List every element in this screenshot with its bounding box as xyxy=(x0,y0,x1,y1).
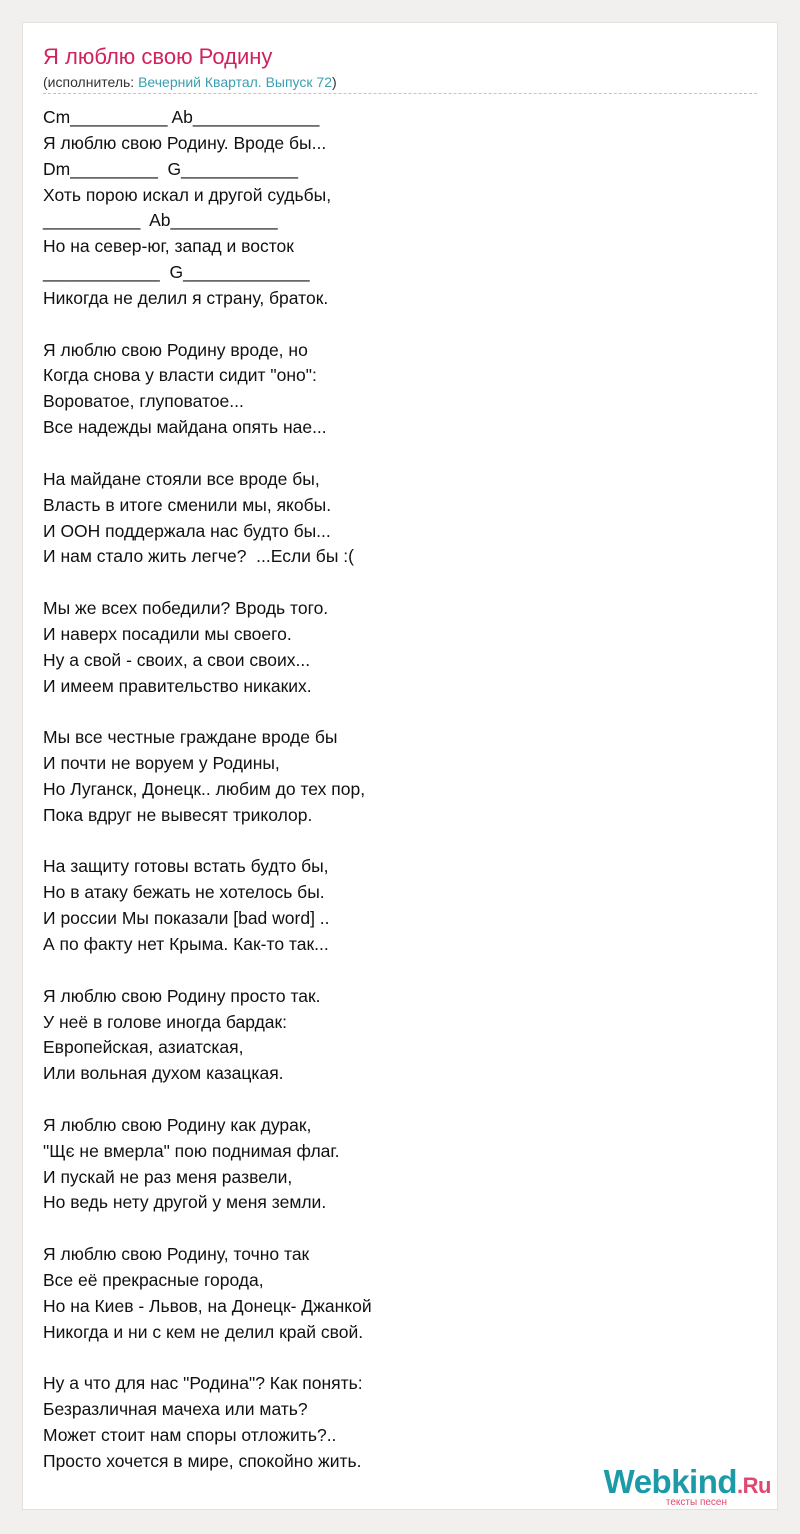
lyric-line: Dm_________ G____________ xyxy=(43,158,298,179)
lyric-line: Или вольная духом казацкая. xyxy=(43,1063,284,1084)
blank-line xyxy=(43,312,763,338)
lyric-line: И ООН поддержала нас будто бы... xyxy=(43,520,331,541)
lyric-line: На защиту готовы встать будто бы, xyxy=(43,856,329,877)
lyric-line: Все надежды майдана опять нае... xyxy=(43,417,327,438)
lyric-line: Все её прекрасные города, xyxy=(43,1269,264,1290)
lyric-line: И россии Мы показали [bad word] .. xyxy=(43,908,330,929)
lyric-line: Cm__________ Ab_____________ xyxy=(43,107,320,127)
lyric-line: Мы же всех победили? Вродь того. xyxy=(43,598,329,619)
blank-line xyxy=(43,1087,763,1113)
lyric-line: Я люблю свою Родину вроде, но xyxy=(43,339,308,360)
lyric-line: Никогда и ни с кем не делил край свой. xyxy=(43,1321,364,1342)
performer-prefix: (исполнитель: xyxy=(43,74,139,90)
lyric-line: На майдане стояли все вроде бы, xyxy=(43,468,320,489)
logo-tld: .Ru xyxy=(737,1473,771,1498)
lyric-line: Я люблю свою Родину, точно так xyxy=(43,1244,310,1265)
lyric-line: Безразличная мачеха или мать? xyxy=(43,1399,308,1420)
blank-line xyxy=(43,570,763,596)
blank-line xyxy=(43,829,763,855)
title-divider xyxy=(43,93,757,94)
lyric-line: Европейская, азиатская, xyxy=(43,1037,244,1058)
lyric-line: "Щє не вмерла" пою поднимая флаг. xyxy=(43,1140,340,1161)
lyric-line: Ну а что для нас "Родина"? Как понять: xyxy=(43,1373,363,1394)
lyric-line: У неё в голове иногда бардак: xyxy=(43,1011,288,1032)
lyric-line: И имеем правительство никаких. xyxy=(43,675,312,696)
lyrics-text xyxy=(43,105,763,1475)
blank-line xyxy=(43,441,763,467)
lyric-line: Просто хочется в мире, спокойно жить. xyxy=(43,1450,362,1471)
logo-tagline: тексты песен xyxy=(665,1497,727,1508)
site-logo[interactable] xyxy=(581,1463,771,1507)
lyric-line: Ну а свой - своих, а свои своих... xyxy=(43,649,311,670)
lyric-line: И нам стало жить легче? ...Если бы :( xyxy=(43,546,354,567)
lyric-line: Мы все честные граждане вроде бы xyxy=(43,727,338,748)
performer-link[interactable]: Вечерний Квартал. Выпуск 72 xyxy=(138,74,332,90)
lyric-line: И наверх посадили мы своего. xyxy=(43,623,292,644)
lyric-line: А по факту нет Крыма. Как-то так... xyxy=(43,934,329,954)
lyric-line: Но на север-юг, запад и восток xyxy=(43,236,294,257)
performer-suffix: ) xyxy=(331,74,337,90)
lyric-line: Никогда не делил я страну, браток. xyxy=(43,287,329,308)
lyric-line: Я люблю свою Родину как дурак, xyxy=(43,1114,312,1135)
lyric-line: Но в атаку бежать не хотелось бы. xyxy=(43,882,325,903)
blank-line xyxy=(43,699,763,725)
logo-name: Webkind xyxy=(603,1463,738,1500)
lyric-line: Я люблю свою Родину просто так. xyxy=(43,985,321,1006)
lyric-line: Может стоит нам споры отложить?.. xyxy=(43,1425,337,1446)
lyric-line: И почти не воруем у Родины, xyxy=(43,753,280,774)
lyric-line: __________ Ab___________ xyxy=(43,210,278,231)
lyric-line: Когда снова у власти сидит "оно": xyxy=(43,365,317,386)
blank-line xyxy=(43,1346,763,1372)
blank-line xyxy=(43,1216,763,1242)
performer-line xyxy=(43,73,337,91)
lyric-line: Власть в итоге сменили мы, якобы. xyxy=(43,494,332,515)
page-title: Я люблю свою Родину xyxy=(43,44,273,69)
lyric-line: И пускай не раз меня развели, xyxy=(43,1166,293,1187)
lyric-line: Вороватое, глуповатое... xyxy=(43,391,244,412)
lyrics-card xyxy=(22,22,778,1510)
blank-line xyxy=(43,958,763,984)
lyric-line: Но ведь нету другой у меня земли. xyxy=(43,1192,327,1213)
lyric-line: Пока вдруг не вывесят триколор. xyxy=(43,804,313,825)
lyric-line: Хоть порою искал и другой судьбы, xyxy=(43,184,332,205)
lyric-line: Но Луганск, Донецк.. любим до тех пор, xyxy=(43,778,366,799)
lyric-line: Но на Киев - Львов, на Донецк- Джанкой xyxy=(43,1295,372,1316)
lyric-line: Я люблю свою Родину. Вроде бы... xyxy=(43,132,327,153)
lyric-line: ____________ G_____________ xyxy=(43,262,310,283)
